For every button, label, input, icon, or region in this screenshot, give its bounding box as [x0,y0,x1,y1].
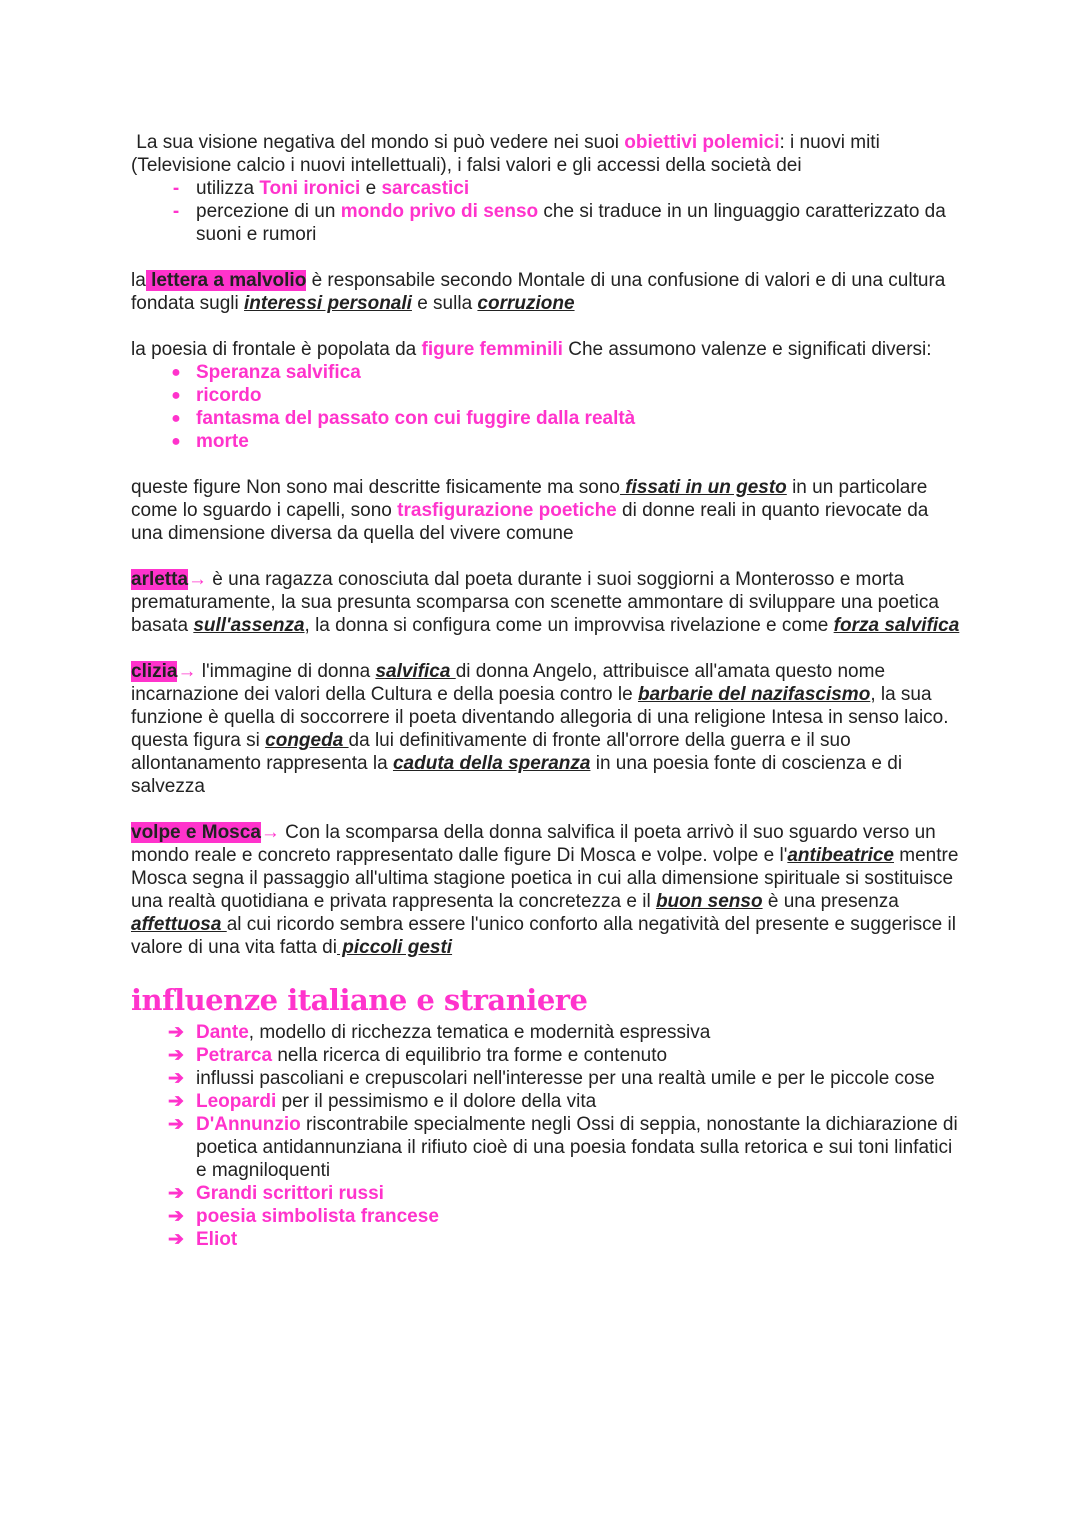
paragraph-arletta: arletta→ è una ragazza conosciuta dal poeta durante i suoi soggiorni a Monterosso e morta prematuramente, la sua presunta scomparsa con scenette ammontare di sviluppare una poetica basata sull'assenza, la donna si configura come un improvvisa rivelazione e come forza salvifica [131,569,960,636]
list-item: ● fantasma del passato con cui fuggire dalla realtà [196,407,961,430]
list-item: ➔ Petrarca nella ricerca di equilibrio tra forme e contenuto [196,1044,961,1067]
highlighted-term: clizia [131,661,178,682]
list-item: ➔ Eliot [196,1228,961,1251]
arrow-right-icon: → [177,661,197,682]
arrow-list [131,1021,961,1251]
list-item: ● ricordo [196,384,961,407]
arrow-bullet-icon: ➔ [168,1183,184,1204]
list-item: ● morte [196,430,961,453]
underlined-term: interessi personali [244,293,412,314]
list-item: ➔ poesia simbolista francese [196,1205,961,1228]
list-item: - utilizza Toni ironici e sarcastici [196,177,961,200]
paragraph-volpe-mosca: volpe e Mosca→ Con la scomparsa della donna salvifica il poeta arrivò il suo sguardo verso un mondo reale e concreto rappresentato dalle figure Di Mosca e volpe. volpe e l'antibeatrice mentre Mosca segna il passaggio all'ultima stagione poetica in cui alla dimensione spirituale si sostituisce una realtà quotidiana e privata rappresenta la concretezza e il buon senso è una presenza affettuosa al cui ricordo sembra essere l'unico conforto alla negatività del presente e suggerisce il valore di una vita fatta di piccoli gesti [131,822,959,958]
highlighted-term: volpe e Mosca [131,822,261,843]
arrow-bullet-icon: ➔ [168,1091,184,1112]
bullet-list [131,361,961,453]
arrow-bullet-icon: ➔ [168,1022,184,1043]
document-body [131,131,961,1251]
paragraph-lettera-malvolio: la lettera a malvolio è responsabile secondo Montale di una confusione di valori e di una cultura fondata sugli interessi personali e sulla corruzione [131,270,946,314]
section-heading: influenze italiane e straniere [131,983,588,1017]
paragraph-clizia: clizia→ l'immagine di donna salvifica di donna Angelo, attribuisce all'amata questo nome incarnazione dei valori della Cultura e della poesia contro le barbarie del nazifascismo, la sua funzione è quella di soccorrere il poeta diventando allegoria di una religione Intesa in senso laico. questa figura si congeda da lui definitivamente di fronte all'orrore della guerra e il suo allontanamento rappresenta la caduta della speranza in una poesia fonte di coscienza e di salvezza [131,661,949,797]
arrow-bullet-icon: ➔ [168,1114,184,1135]
list-item: ➔ Leopardi per il pessimismo e il dolore della vita [196,1090,961,1113]
bullet-dot-icon: ● [171,364,181,381]
arrow-bullet-icon: ➔ [168,1068,184,1089]
arrow-bullet-icon: ➔ [168,1045,184,1066]
arrow-bullet-icon: ➔ [168,1206,184,1227]
dash-list [131,177,961,246]
dash-bullet-icon: - [172,178,180,199]
list-item: ➔ influssi pascoliani e crepuscolari nell'interesse per una realtà umile e per le piccole cose [196,1067,961,1090]
list-item: ● Speranza salvifica [196,361,961,384]
highlighted-term: arletta [131,569,189,590]
paragraph-figure-femminili: la poesia di frontale è popolata da figure femminili Che assumono valenze e significati diversi: [131,339,932,360]
highlight-text: obiettivi polemici [624,132,780,153]
arrow-right-icon: → [188,569,208,590]
paragraph-figure-gesto: queste figure Non sono mai descritte fisicamente ma sono fissati in un gesto in un particolare come lo sguardo i capelli, sono trasfigurazione poetiche di donne reali in quanto rievocate da una dimensione diversa da quella del vivere comune [131,477,929,544]
arrow-right-icon: → [260,822,280,843]
dash-bullet-icon: - [172,201,180,222]
list-item: ➔ Dante, modello di ricchezza tematica e modernità espressiva [196,1021,961,1044]
list-item: - percezione di un mondo privo di senso che si traduce in un linguaggio caratterizzato da suoni e rumori [196,200,961,246]
underlined-term: corruzione [477,293,575,314]
list-item: ➔ D'Annunzio riscontrabile specialmente negli Ossi di seppia, nonostante la dichiarazione di poetica antidannunziana il rifiuto cioè di una poesia fondata sulla retorica e sui toni linfatici e magniloquenti [196,1113,961,1182]
bullet-dot-icon: ● [171,433,181,450]
list-item: ➔ Grandi scrittori russi [196,1182,961,1205]
bullet-dot-icon: ● [171,410,181,427]
bullet-dot-icon: ● [171,387,181,404]
arrow-bullet-icon: ➔ [168,1229,184,1250]
highlighted-term: lettera a malvolio [145,270,307,291]
paragraph-visione-negativa: La sua visione negativa del mondo si può vedere nei suoi obiettivi polemici: i nuovi miti (Televisione calcio i nuovi intellettuali), i falsi valori e gli accessi della società dei [131,132,880,176]
